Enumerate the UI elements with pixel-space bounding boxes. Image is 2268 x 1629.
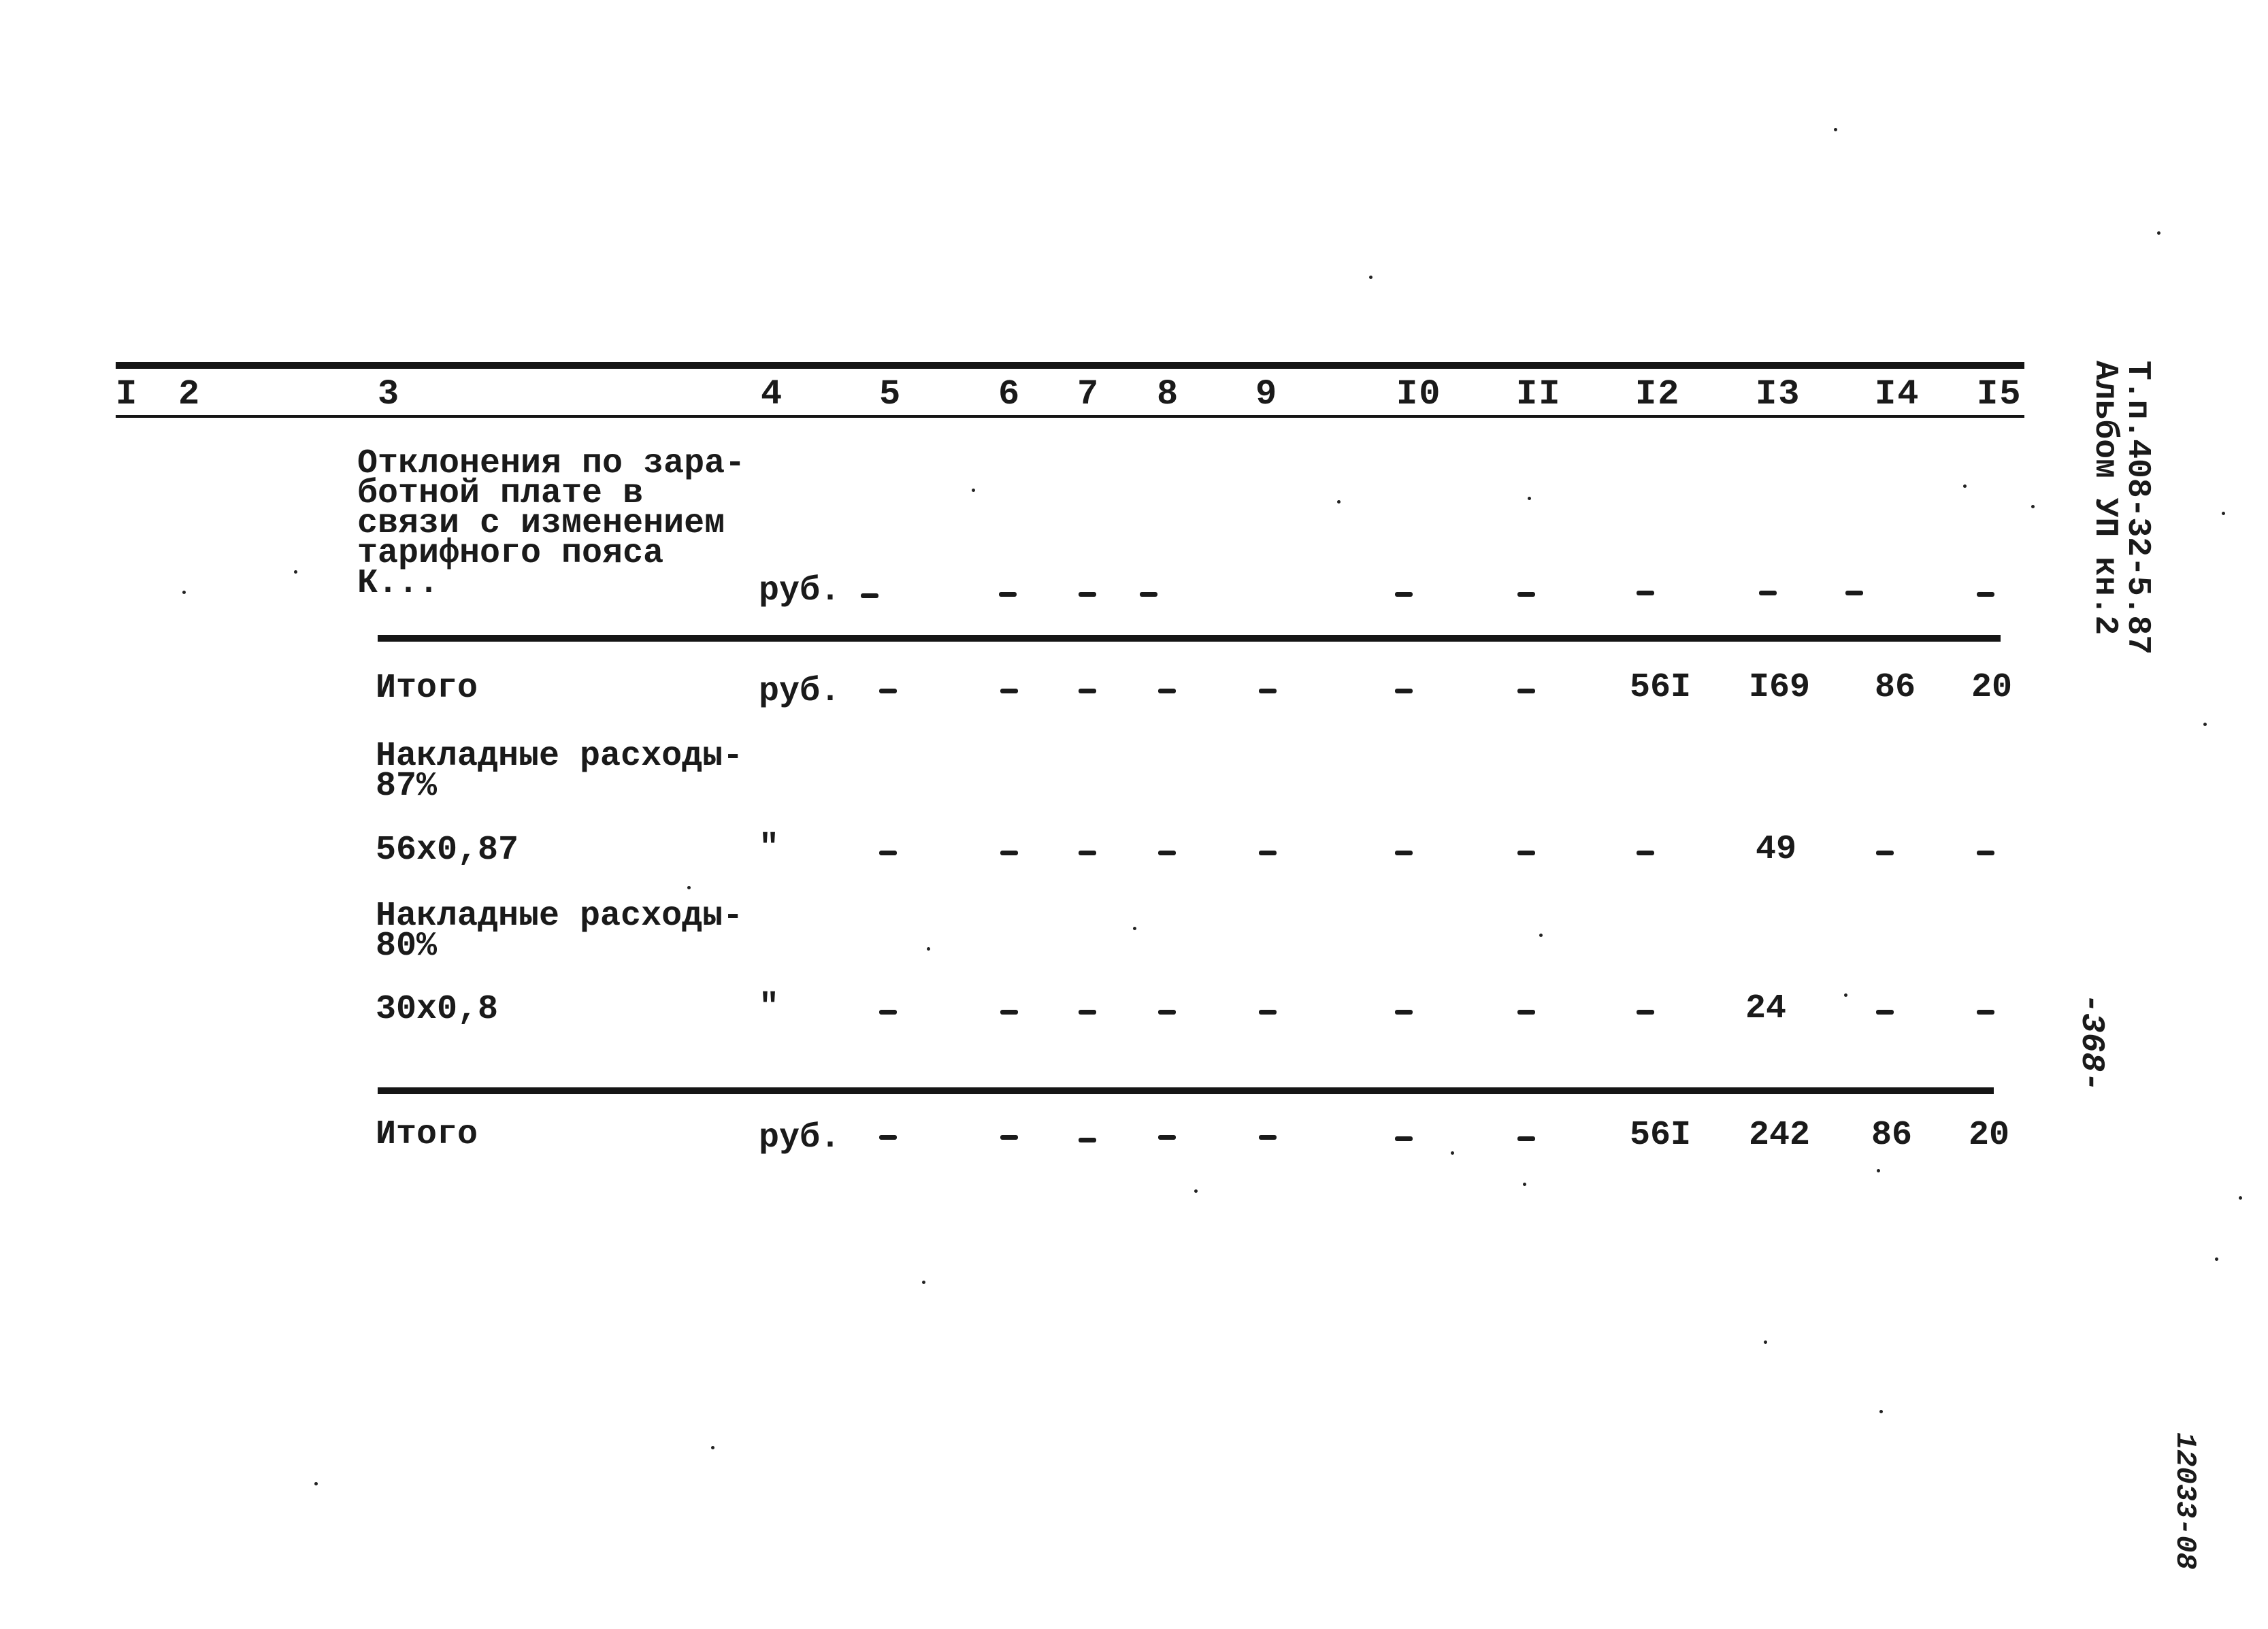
column-header: I0 (1396, 374, 1442, 414)
scan-speck (1523, 1183, 1526, 1186)
empty-cell-dash (1000, 851, 1018, 855)
scan-speck (182, 591, 186, 594)
scan-speck (1539, 934, 1543, 937)
value-cell: 86 (1874, 668, 1916, 707)
empty-cell-dash (1637, 1010, 1654, 1015)
column-header: 7 (1077, 374, 1100, 414)
empty-cell-dash (1517, 689, 1535, 693)
empty-cell-dash (1876, 851, 1894, 855)
empty-cell-dash (1876, 1010, 1894, 1015)
empty-cell-dash (1637, 591, 1654, 595)
side-stamp-line: Т.п.408-32-5.87 (2119, 361, 2156, 655)
column-header: 2 (178, 374, 201, 414)
value-cell: 86 (1871, 1116, 1912, 1155)
empty-cell-dash (1158, 1135, 1176, 1140)
scan-speck (1337, 500, 1341, 504)
row-label: Накладные расходы- 87% (376, 737, 744, 806)
row-label: Отклонения по зара- ботной плате в связи с изменением тарифного пояса К... (357, 444, 746, 603)
empty-cell-dash (1000, 1010, 1018, 1015)
value-cell: 56I (1629, 668, 1691, 707)
empty-cell-dash (1395, 592, 1413, 597)
empty-cell-dash (1259, 1010, 1277, 1015)
scan-speck (1451, 1151, 1454, 1155)
row-label: Итого (376, 1115, 478, 1154)
side-stamp-line: Альбом УП кн.2 (2086, 361, 2123, 636)
row-unit: руб. (759, 572, 841, 610)
empty-cell-dash (1259, 1135, 1277, 1140)
section-rule (378, 635, 2001, 642)
column-header: 6 (998, 374, 1021, 414)
empty-cell-dash (1517, 1136, 1535, 1141)
empty-cell-dash (1977, 592, 1994, 597)
table-top-rule (116, 362, 2024, 369)
value-cell: 24 (1745, 989, 1786, 1028)
scan-speck (2239, 1196, 2242, 1200)
empty-cell-dash (1517, 1010, 1535, 1015)
scan-speck (2203, 723, 2207, 726)
scan-speck (1844, 993, 1847, 997)
empty-cell-dash (1158, 689, 1176, 693)
scan-speck (1133, 927, 1136, 930)
scan-speck (1764, 1340, 1767, 1344)
header-bottom-rule (116, 415, 2024, 418)
scan-speck (294, 570, 297, 574)
value-cell: 49 (1755, 830, 1796, 869)
empty-cell-dash (1079, 851, 1096, 855)
empty-cell-dash (1000, 1135, 1018, 1140)
row-unit: " (759, 829, 780, 868)
empty-cell-dash (879, 1010, 897, 1015)
scan-speck (922, 1281, 925, 1284)
column-header: I5 (1977, 374, 2022, 414)
scan-speck (2157, 231, 2160, 235)
value-cell: 20 (1971, 668, 2012, 707)
value-cell: 242 (1748, 1116, 1810, 1155)
row-label: Итого (376, 669, 478, 708)
row-label: 30х0,8 (376, 990, 499, 1029)
empty-cell-dash (1759, 591, 1777, 595)
scan-speck (711, 1446, 714, 1449)
scan-speck (1528, 497, 1531, 500)
scan-speck (1963, 484, 1967, 488)
column-header: I4 (1875, 374, 1920, 414)
scan-speck (314, 1482, 318, 1485)
document-code: 12033-08 (2169, 1432, 2201, 1570)
column-header: 9 (1255, 374, 1279, 414)
scan-speck (1194, 1189, 1198, 1193)
scan-speck (2031, 505, 2035, 508)
empty-cell-dash (1395, 1010, 1413, 1015)
scan-speck (687, 886, 691, 889)
column-header: I3 (1756, 374, 1801, 414)
empty-cell-dash (1259, 851, 1277, 855)
row-unit: руб. (759, 1119, 841, 1157)
empty-cell-dash (1079, 592, 1096, 597)
empty-cell-dash (1517, 592, 1535, 597)
scan-speck (1877, 1169, 1880, 1172)
value-cell: I69 (1748, 668, 1810, 707)
value-cell: 56I (1629, 1116, 1691, 1155)
empty-cell-dash (1517, 851, 1535, 855)
empty-cell-dash (1158, 851, 1176, 855)
column-header: I (116, 374, 139, 414)
row-label: Накладные расходы- 80% (376, 897, 744, 966)
value-cell: 20 (1968, 1116, 2009, 1155)
row-label: 56х0,87 (376, 831, 519, 870)
empty-cell-dash (1158, 1010, 1176, 1015)
empty-cell-dash (1395, 689, 1413, 693)
empty-cell-dash (1079, 689, 1096, 693)
empty-cell-dash (1079, 1138, 1096, 1142)
scan-speck (1879, 1410, 1883, 1413)
column-header: II (1516, 374, 1562, 414)
empty-cell-dash (861, 593, 878, 598)
empty-cell-dash (1259, 689, 1277, 693)
column-header: 4 (761, 374, 784, 414)
empty-cell-dash (1845, 591, 1863, 595)
row-unit: " (759, 988, 780, 1027)
scan-speck (972, 489, 975, 492)
empty-cell-dash (1079, 1010, 1096, 1015)
column-header: 3 (378, 374, 401, 414)
empty-cell-dash (1000, 689, 1018, 693)
column-header: 5 (879, 374, 902, 414)
empty-cell-dash (999, 592, 1017, 597)
side-stamp (2088, 361, 2154, 655)
empty-cell-dash (1140, 592, 1157, 597)
empty-cell-dash (1395, 851, 1413, 855)
scan-speck (1834, 128, 1837, 131)
section-rule (378, 1087, 1994, 1094)
empty-cell-dash (1637, 851, 1654, 855)
scan-speck (2215, 1257, 2218, 1261)
empty-cell-dash (879, 851, 897, 855)
row-unit: руб. (759, 672, 841, 711)
empty-cell-dash (1395, 1136, 1413, 1141)
empty-cell-dash (879, 1135, 897, 1140)
empty-cell-dash (1977, 1010, 1994, 1015)
scan-speck (2222, 512, 2225, 515)
scan-speck (1369, 276, 1373, 279)
empty-cell-dash (879, 689, 897, 693)
column-header: 8 (1157, 374, 1180, 414)
scan-speck (927, 947, 930, 951)
empty-cell-dash (1977, 851, 1994, 855)
column-header: I2 (1635, 374, 1681, 414)
page-number: -368- (2073, 993, 2109, 1092)
